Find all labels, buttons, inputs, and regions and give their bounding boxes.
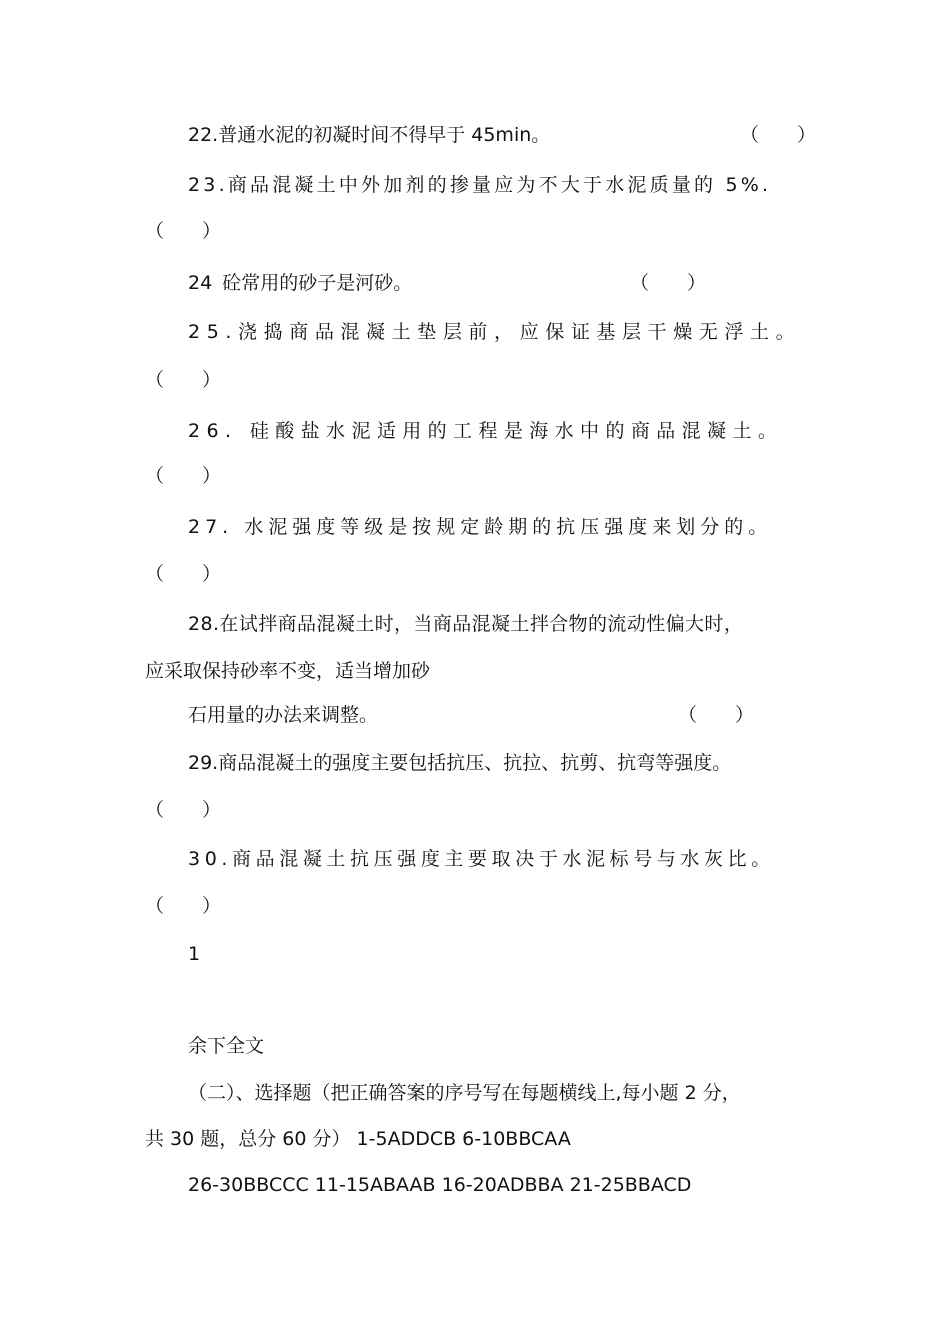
question-27-text: 27. 水泥强度等级是按规定龄期的抗压强度来划分的。: [188, 516, 773, 538]
more-text-label: 余下全文: [188, 1035, 265, 1057]
question-22-answer-bracket: （ ）: [740, 124, 817, 146]
section-2-answers-line-1: 共 30 题，总分 60 分） 1-5ADDCB 6-10BBCAA: [145, 1128, 571, 1150]
question-28-line-2: 应采取保持砂率不变，适当增加砂: [145, 660, 431, 682]
question-26-answer-bracket: （ ）: [145, 465, 222, 487]
question-23-text: 23.商品混凝土中外加剂的掺量应为不大于水泥质量的 5%.: [188, 174, 772, 196]
question-25-text: 25.浇捣商品混凝土垫层前，应保证基层干燥无浮土。: [188, 321, 802, 343]
question-24-answer-bracket: （ ）: [630, 272, 707, 294]
question-22-text: 22.普通水泥的初凝时间不得早于 45min。: [188, 124, 551, 146]
question-23-answer-bracket: （ ）: [145, 220, 222, 242]
section-2-heading: （二）、选择题（把正确答案的序号写在每题横线上,每小题 2 分，: [188, 1082, 741, 1104]
page-number: 1: [188, 943, 201, 965]
section-2-answers-line-2: 26-30BBCCC 11-15ABAAB 16-20ADBBA 21-25BBACD: [188, 1174, 692, 1196]
question-29-answer-bracket: （ ）: [145, 799, 222, 821]
question-30-text: 30.商品混凝土抗压强度主要取决于水泥标号与水灰比。: [188, 848, 775, 870]
question-26-text: 26. 硅酸盐水泥适用的工程是海水中的商品混凝土。: [188, 420, 784, 442]
question-27-answer-bracket: （ ）: [145, 563, 222, 585]
question-29-text: 29.商品混凝土的强度主要包括抗压、抗拉、抗剪、抗弯等强度。: [188, 752, 732, 774]
question-28-line-1: 28.在试拌商品混凝土时，当商品混凝土拌合物的流动性偏大时，: [188, 613, 744, 635]
question-24-text: 24 砼常用的砂子是河砂。: [188, 272, 413, 294]
question-28-answer-bracket: （ ）: [678, 704, 755, 726]
question-25-answer-bracket: （ ）: [145, 369, 222, 391]
question-28-line-3: 石用量的办法来调整。: [188, 704, 379, 726]
question-30-answer-bracket: （ ）: [145, 895, 222, 917]
